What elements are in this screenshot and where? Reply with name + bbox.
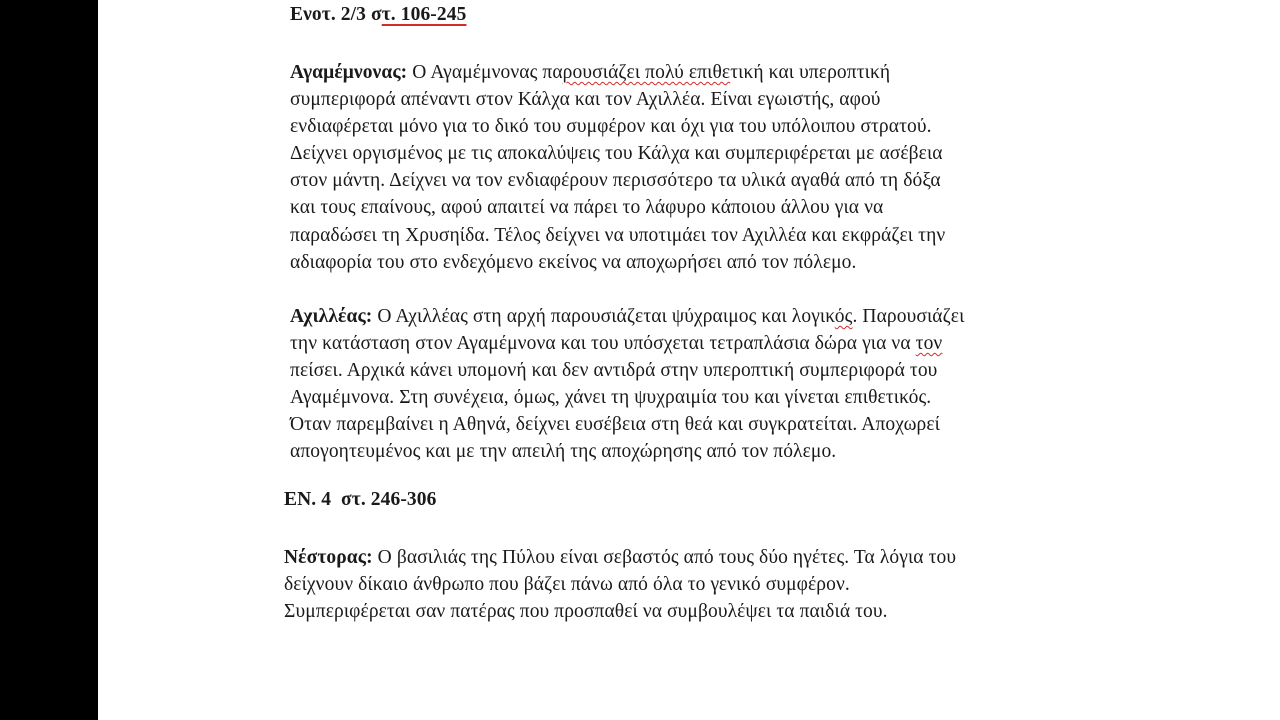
- text-line: απογοητευμένος και με την απειλή της αποχώρησης από τον πόλεμο.: [290, 441, 837, 463]
- text-line: στον μάντη. Δείχνει να τον ενδιαφέρουν περισσότερο τα υλικά αγαθά από τη δόξα: [290, 170, 941, 192]
- character-name: Αγαμέμνονας:: [290, 62, 408, 83]
- paragraph-achilles: [290, 303, 1120, 466]
- text-line: αδιαφορία του στο ενδεχόμενο εκείνος να αποχωρήσει από τον πόλεμο.: [290, 251, 857, 273]
- paragraph-nestor: [284, 544, 1114, 625]
- section-heading-1-text: Ενοτ. 2/3 σ: [290, 4, 382, 25]
- section-heading-2: ΕΝ. 4 στ. 246-306: [284, 489, 437, 510]
- text-line: Συμπεριφέρεται σαν πατέρας που προσπαθεί να συμβουλέψει τα παιδιά του.: [284, 601, 888, 623]
- text-run: την κατάσταση στον Αγαμέμνονα και του υπόσχεται τετραπλάσια δώρα για να: [290, 333, 916, 355]
- text-line: ενδιαφέρεται μόνο για το δικό του συμφέρον και όχι για του υπόλοιπου στρατού.: [290, 116, 932, 138]
- text-run: . Παρουσιάζει: [852, 306, 965, 327]
- text-line: Δείχνει οργισμένος με τις αποκαλύψεις του Κάλχα και συμπεριφέρεται με ασέβεια: [290, 143, 943, 165]
- spellcheck-marked-text: τον: [915, 333, 943, 355]
- text-run: τική και υπεροπτική: [730, 62, 891, 83]
- text-line: [284, 544, 1114, 571]
- text-line: [290, 303, 1120, 330]
- text-line: και τους επαίνους, αφού απαιτεί να πάρει το λάφυρο κάποιου άλλου για να: [290, 197, 884, 219]
- section-heading-1: [290, 4, 466, 26]
- paragraph-agamemnon: [290, 59, 1120, 276]
- text-line: παραδώσει τη Χρυσηίδα. Τέλος δείχνει να υποτιμάει τον Αχιλλέα και εκφράζει την: [290, 224, 946, 246]
- text-run: Ο Αχιλλέας στη αρχή παρουσιάζεται ψύχραιμος και λογικ: [372, 306, 835, 327]
- text-line: Αγαμέμνονα. Στη συνέχεια, όμως, χάνει τη ψυχραιμία του και γίνεται επιθετικός.: [290, 387, 932, 409]
- character-name: Αχιλλέας:: [290, 306, 373, 327]
- document-body: [98, 0, 1280, 720]
- section-heading-1-underlined: τ. 106-245: [381, 4, 467, 25]
- text-line: Όταν παρεμβαίνει η Αθηνά, δείχνει ευσέβεια στη θεά και συγκρατείται. Αποχωρεί: [290, 414, 941, 436]
- text-run: Ο Αγαμέμνονας πα: [407, 62, 563, 83]
- spellcheck-marked-text: ρουσιάζει πολύ επιθε: [562, 62, 731, 83]
- character-name: Νέστορας:: [284, 547, 373, 568]
- spellcheck-marked-text: ός: [834, 306, 853, 327]
- text-line: [290, 59, 1120, 86]
- text-line: [290, 330, 1120, 357]
- text-line: συμπεριφορά απέναντι στον Κάλχα και τον Αχιλλέα. Είναι εγωιστής, αφού: [290, 89, 881, 111]
- text-line: πείσει. Αρχικά κάνει υπομονή και δεν αντιδρά στην υπεροπτική συμπεριφορά του: [290, 360, 938, 382]
- text-line: δείχνουν δίκαιο άνθρωπο που βάζει πάνω από όλα το γενικό συμφέρον.: [284, 574, 850, 596]
- document-page: [98, 0, 1280, 720]
- text-run: Ο βασιλιάς της Πύλου είναι σεβαστός από τους δύο ηγέτες. Τα λόγια του: [372, 547, 957, 568]
